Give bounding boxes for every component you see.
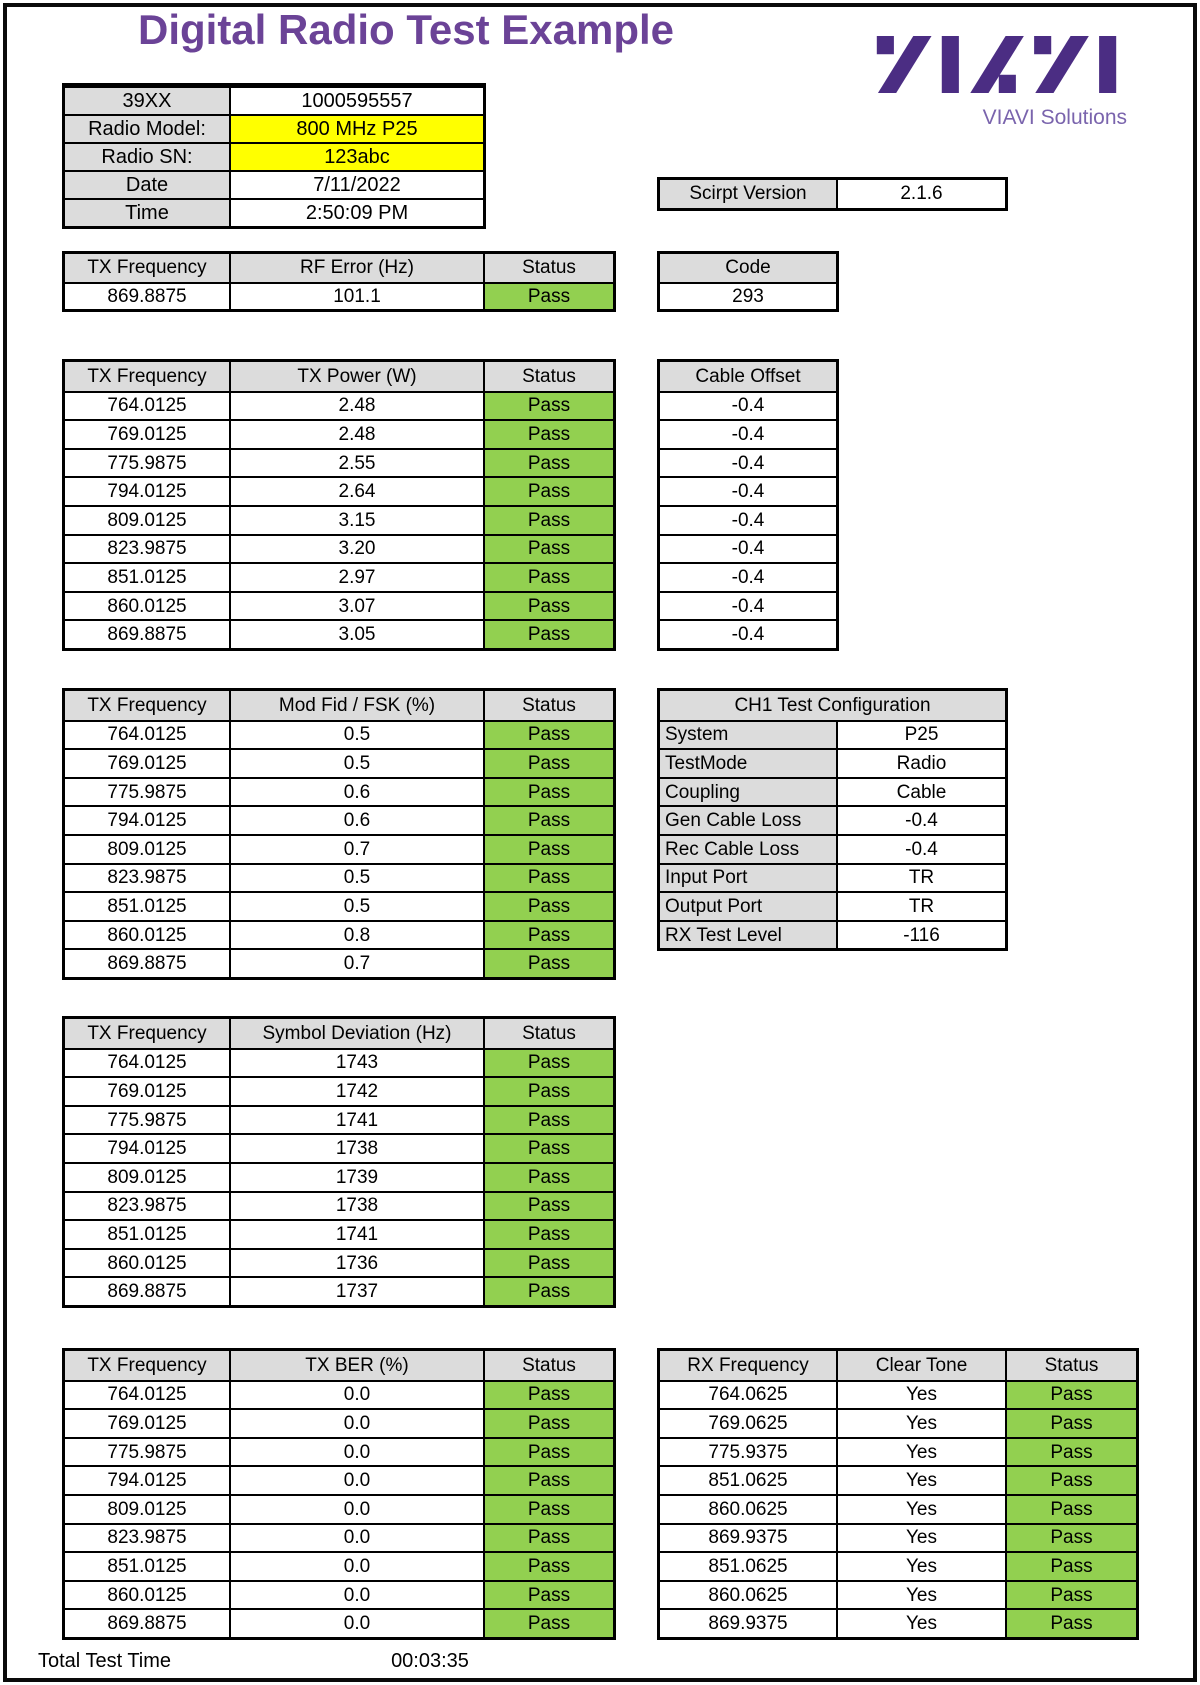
status-cell: Pass bbox=[483, 284, 613, 310]
status-cell: Pass bbox=[483, 807, 613, 834]
col-header-status: Status bbox=[483, 362, 613, 391]
table-title-row bbox=[660, 691, 1005, 720]
status-cell: Pass bbox=[483, 1193, 613, 1220]
rx-frequency-cell: 860.0625 bbox=[708, 1584, 788, 1606]
table-row bbox=[65, 1380, 613, 1409]
table-row bbox=[660, 419, 836, 448]
tx-power-table bbox=[62, 359, 616, 651]
info-label-cell: 39XX bbox=[65, 88, 229, 114]
table-row bbox=[660, 391, 836, 420]
tx-frequency-cell: 860.0125 bbox=[107, 1584, 187, 1606]
info-row bbox=[65, 114, 483, 142]
status-cell: Pass bbox=[483, 593, 613, 620]
table-row bbox=[65, 562, 613, 591]
tx-frequency-cell: 823.9875 bbox=[107, 1195, 187, 1217]
rx-frequency-cell: 851.0625 bbox=[708, 1470, 788, 1492]
status-cell: Pass bbox=[483, 779, 613, 806]
clear-tone-cell: Yes bbox=[836, 1382, 1005, 1409]
table-row bbox=[65, 920, 613, 949]
status-cell: Pass bbox=[483, 1553, 613, 1580]
table-row bbox=[65, 748, 613, 777]
config-row bbox=[660, 863, 1005, 892]
script-version-value: 2.1.6 bbox=[836, 180, 1005, 208]
table-row bbox=[660, 476, 836, 505]
config-row bbox=[660, 834, 1005, 863]
status-cell: Pass bbox=[1005, 1382, 1136, 1409]
tx-frequency-cell: 794.0125 bbox=[107, 1470, 187, 1492]
tx-ber-cell: 0.0 bbox=[229, 1410, 483, 1437]
config-value-cell: Radio bbox=[836, 750, 1005, 777]
table-row bbox=[660, 1551, 1136, 1580]
config-label-cell: TestMode bbox=[660, 750, 836, 777]
tx-frequency-cell: 809.0125 bbox=[107, 1498, 187, 1520]
config-value-cell: P25 bbox=[836, 722, 1005, 749]
col-header-status: Status bbox=[483, 691, 613, 720]
tx-ber-cell: 0.0 bbox=[229, 1496, 483, 1523]
table-row bbox=[65, 720, 613, 749]
viavi-solutions-text: VIAVI Solutions bbox=[982, 106, 1127, 129]
col-header-status: Status bbox=[1005, 1351, 1136, 1380]
tx-frequency-cell: 794.0125 bbox=[107, 1138, 187, 1160]
tx-ber-cell: 0.0 bbox=[229, 1610, 483, 1637]
status-cell: Pass bbox=[483, 393, 613, 420]
cable-offset-cell: -0.4 bbox=[731, 566, 765, 588]
col-header-rf-error: RF Error (Hz) bbox=[229, 254, 483, 282]
table-row bbox=[65, 591, 613, 620]
table-row bbox=[65, 1608, 613, 1637]
tx-frequency-cell: 860.0125 bbox=[107, 595, 187, 617]
status-cell: Pass bbox=[483, 750, 613, 777]
cable-offset-cell: -0.4 bbox=[731, 509, 765, 531]
symbol-deviation-table bbox=[62, 1016, 616, 1308]
rf-error-cell: 101.1 bbox=[229, 284, 483, 310]
rf-error-table bbox=[62, 251, 616, 312]
table-row bbox=[65, 1523, 613, 1552]
table-row bbox=[660, 1608, 1136, 1637]
table-row bbox=[65, 505, 613, 534]
config-label-cell: Gen Cable Loss bbox=[660, 807, 836, 834]
status-cell: Pass bbox=[483, 836, 613, 863]
status-cell: Pass bbox=[1005, 1410, 1136, 1437]
viavi-logo bbox=[875, 36, 1127, 130]
table-header-row bbox=[65, 691, 613, 720]
config-row bbox=[660, 920, 1005, 949]
mod-fid-cell: 0.5 bbox=[229, 750, 483, 777]
cable-offset-cell: -0.4 bbox=[731, 395, 765, 417]
mod-fid-cell: 0.6 bbox=[229, 807, 483, 834]
status-cell: Pass bbox=[483, 722, 613, 749]
tx-frequency-cell: 809.0125 bbox=[107, 838, 187, 860]
status-cell: Pass bbox=[483, 1467, 613, 1494]
tx-frequency-cell: 823.9875 bbox=[107, 867, 187, 889]
table-row bbox=[65, 534, 613, 563]
status-cell: Pass bbox=[483, 1135, 613, 1162]
tx-frequency-cell: 809.0125 bbox=[107, 509, 187, 531]
col-header-tx-frequency: TX Frequency bbox=[65, 254, 229, 282]
tx-frequency-cell: 851.0125 bbox=[107, 1223, 187, 1245]
mod-fid-table bbox=[62, 688, 616, 980]
tx-frequency-cell: 764.0125 bbox=[107, 395, 187, 417]
table-header-row bbox=[660, 254, 836, 282]
tx-ber-table bbox=[62, 1348, 616, 1640]
status-cell: Pass bbox=[483, 1164, 613, 1191]
info-value-cell: 800 MHz P25 bbox=[229, 116, 483, 142]
info-row bbox=[65, 86, 483, 114]
total-test-time-value: 00:03:35 bbox=[391, 1650, 469, 1672]
table-row bbox=[65, 805, 613, 834]
table-row bbox=[660, 1494, 1136, 1523]
col-header-rx-frequency: RX Frequency bbox=[660, 1351, 836, 1380]
status-cell: Pass bbox=[483, 1382, 613, 1409]
tx-frequency-cell: 769.0125 bbox=[107, 423, 187, 445]
tx-frequency-cell: 860.0125 bbox=[107, 1252, 187, 1274]
config-label-cell: Input Port bbox=[660, 865, 836, 892]
table-row bbox=[65, 419, 613, 448]
tx-frequency-cell: 869.8875 bbox=[107, 1281, 187, 1303]
status-cell: Pass bbox=[483, 893, 613, 920]
mod-fid-cell: 0.5 bbox=[229, 893, 483, 920]
status-cell: Pass bbox=[483, 450, 613, 477]
script-version-label: Scirpt Version bbox=[660, 180, 836, 208]
table-row bbox=[65, 834, 613, 863]
table-row bbox=[65, 1276, 613, 1305]
col-header-tx-frequency: TX Frequency bbox=[65, 362, 229, 391]
table-row bbox=[660, 562, 836, 591]
tx-frequency-cell: 775.9875 bbox=[107, 1441, 187, 1463]
cable-offset-cell: -0.4 bbox=[731, 538, 765, 560]
info-label-cell: Date bbox=[65, 172, 229, 198]
col-header-tx-power: TX Power (W) bbox=[229, 362, 483, 391]
status-cell: Pass bbox=[1005, 1582, 1136, 1609]
status-cell: Pass bbox=[1005, 1439, 1136, 1466]
status-cell: Pass bbox=[483, 1439, 613, 1466]
table-header-row bbox=[660, 362, 836, 391]
status-cell: Pass bbox=[483, 1050, 613, 1077]
tx-ber-cell: 0.0 bbox=[229, 1525, 483, 1552]
cable-offset-cell: -0.4 bbox=[731, 423, 765, 445]
tx-frequency-cell: 769.0125 bbox=[107, 752, 187, 774]
clear-tone-cell: Yes bbox=[836, 1467, 1005, 1494]
tx-frequency-cell: 809.0125 bbox=[107, 1166, 187, 1188]
table-row bbox=[660, 1523, 1136, 1552]
config-row bbox=[660, 720, 1005, 749]
config-row bbox=[660, 777, 1005, 806]
col-header-tx-frequency: TX Frequency bbox=[65, 691, 229, 720]
col-header-tx-frequency: TX Frequency bbox=[65, 1019, 229, 1048]
tx-frequency-cell: 775.9875 bbox=[107, 452, 187, 474]
table-header-row bbox=[65, 254, 613, 282]
status-cell: Pass bbox=[483, 1278, 613, 1305]
table-row bbox=[660, 534, 836, 563]
symbol-deviation-cell: 1736 bbox=[229, 1250, 483, 1277]
table-row bbox=[660, 505, 836, 534]
info-label-cell: Radio Model: bbox=[65, 116, 229, 142]
table-row bbox=[65, 1408, 613, 1437]
tx-frequency-cell: 794.0125 bbox=[107, 481, 187, 503]
col-header-status: Status bbox=[483, 1019, 613, 1048]
mod-fid-cell: 0.7 bbox=[229, 836, 483, 863]
config-value-cell: -0.4 bbox=[836, 836, 1005, 863]
clear-tone-cell: Yes bbox=[836, 1553, 1005, 1580]
cable-offset-cell: -0.4 bbox=[731, 452, 765, 474]
status-cell: Pass bbox=[483, 1525, 613, 1552]
col-header-code: Code bbox=[660, 254, 836, 282]
table-row bbox=[65, 1191, 613, 1220]
cable-offset-cell: -0.4 bbox=[731, 595, 765, 617]
tx-frequency-cell: 769.0125 bbox=[107, 1080, 187, 1102]
tx-power-cell: 2.97 bbox=[229, 564, 483, 591]
config-label-cell: Coupling bbox=[660, 779, 836, 806]
table-row bbox=[660, 619, 836, 648]
info-row bbox=[65, 170, 483, 198]
mod-fid-cell: 0.7 bbox=[229, 950, 483, 977]
status-cell: Pass bbox=[483, 507, 613, 534]
rx-frequency-cell: 869.9375 bbox=[708, 1613, 788, 1635]
config-label-cell: System bbox=[660, 722, 836, 749]
code-table bbox=[657, 251, 839, 312]
table-row bbox=[660, 1437, 1136, 1466]
tx-power-cell: 2.55 bbox=[229, 450, 483, 477]
clear-tone-cell: Yes bbox=[836, 1496, 1005, 1523]
table-row bbox=[660, 282, 836, 310]
config-label-cell: Output Port bbox=[660, 893, 836, 920]
status-cell: Pass bbox=[1005, 1496, 1136, 1523]
col-header-symbol-deviation: Symbol Deviation (Hz) bbox=[229, 1019, 483, 1048]
script-version-table bbox=[657, 177, 1008, 211]
table-row bbox=[660, 448, 836, 477]
tx-frequency-cell: 860.0125 bbox=[107, 924, 187, 946]
tx-frequency-cell: 764.0125 bbox=[107, 724, 187, 746]
status-cell: Pass bbox=[483, 1221, 613, 1248]
config-value-cell: -0.4 bbox=[836, 807, 1005, 834]
table-row bbox=[65, 777, 613, 806]
rx-frequency-cell: 851.0625 bbox=[708, 1555, 788, 1577]
symbol-deviation-cell: 1738 bbox=[229, 1135, 483, 1162]
tx-frequency-cell: 823.9875 bbox=[107, 1527, 187, 1549]
tx-frequency-cell: 851.0125 bbox=[107, 1555, 187, 1577]
mod-fid-cell: 0.6 bbox=[229, 779, 483, 806]
table-row bbox=[65, 863, 613, 892]
clear-tone-cell: Yes bbox=[836, 1410, 1005, 1437]
table-row bbox=[65, 1551, 613, 1580]
tx-ber-cell: 0.0 bbox=[229, 1467, 483, 1494]
symbol-deviation-cell: 1737 bbox=[229, 1278, 483, 1305]
ch1-test-configuration-table bbox=[657, 688, 1008, 951]
status-cell: Pass bbox=[1005, 1525, 1136, 1552]
table-row bbox=[65, 1494, 613, 1523]
status-cell: Pass bbox=[483, 1496, 613, 1523]
table-row bbox=[65, 282, 613, 310]
config-row bbox=[660, 748, 1005, 777]
tx-frequency-cell: 764.0125 bbox=[107, 1384, 187, 1406]
tx-frequency-cell: 869.8875 bbox=[107, 953, 187, 975]
table-header-row bbox=[65, 1019, 613, 1048]
tx-power-cell: 3.07 bbox=[229, 593, 483, 620]
col-header-status: Status bbox=[483, 1351, 613, 1380]
cable-offset-cell: -0.4 bbox=[731, 624, 765, 646]
config-row bbox=[660, 891, 1005, 920]
radio-info-table bbox=[62, 83, 486, 229]
status-cell: Pass bbox=[483, 536, 613, 563]
rx-frequency-cell: 769.0625 bbox=[708, 1412, 788, 1434]
tx-power-cell: 2.64 bbox=[229, 478, 483, 505]
tx-frequency-cell: 851.0125 bbox=[107, 566, 187, 588]
rx-clear-tone-table bbox=[657, 1348, 1139, 1640]
config-label-cell: Rec Cable Loss bbox=[660, 836, 836, 863]
table-row bbox=[660, 1465, 1136, 1494]
info-label-cell: Radio SN: bbox=[65, 144, 229, 170]
table-row bbox=[660, 591, 836, 620]
table-header-row bbox=[65, 362, 613, 391]
total-test-time-label: Total Test Time bbox=[38, 1650, 172, 1672]
tx-frequency-cell: 823.9875 bbox=[107, 538, 187, 560]
table-row bbox=[65, 1248, 613, 1277]
tx-frequency-cell: 869.8875 bbox=[107, 1613, 187, 1635]
status-cell: Pass bbox=[483, 1410, 613, 1437]
cable-offset-table bbox=[657, 359, 839, 651]
tx-frequency-cell: 869.8875 bbox=[107, 624, 187, 646]
status-cell: Pass bbox=[483, 950, 613, 977]
info-row bbox=[65, 198, 483, 226]
info-row bbox=[65, 142, 483, 170]
status-cell: Pass bbox=[483, 1250, 613, 1277]
tx-power-cell: 2.48 bbox=[229, 421, 483, 448]
tx-ber-cell: 0.0 bbox=[229, 1553, 483, 1580]
status-cell: Pass bbox=[1005, 1467, 1136, 1494]
mod-fid-cell: 0.8 bbox=[229, 922, 483, 949]
config-value-cell: TR bbox=[836, 893, 1005, 920]
col-header-cable-offset: Cable Offset bbox=[660, 362, 836, 391]
table-row bbox=[65, 948, 613, 977]
symbol-deviation-cell: 1742 bbox=[229, 1078, 483, 1105]
table-row bbox=[660, 1408, 1136, 1437]
info-value-cell: 7/11/2022 bbox=[229, 172, 483, 198]
page-title: Digital Radio Test Example bbox=[138, 6, 675, 53]
script-version-row bbox=[660, 180, 1005, 208]
info-value-cell: 123abc bbox=[229, 144, 483, 170]
table-row bbox=[65, 391, 613, 420]
status-cell: Pass bbox=[483, 621, 613, 648]
status-cell: Pass bbox=[483, 564, 613, 591]
tx-ber-cell: 0.0 bbox=[229, 1582, 483, 1609]
clear-tone-cell: Yes bbox=[836, 1525, 1005, 1552]
tx-power-cell: 3.05 bbox=[229, 621, 483, 648]
status-cell: Pass bbox=[1005, 1553, 1136, 1580]
rx-frequency-cell: 764.0625 bbox=[708, 1384, 788, 1406]
clear-tone-cell: Yes bbox=[836, 1439, 1005, 1466]
table-row bbox=[65, 1105, 613, 1134]
config-value-cell: -116 bbox=[836, 922, 1005, 949]
symbol-deviation-cell: 1743 bbox=[229, 1050, 483, 1077]
code-value-cell: 293 bbox=[732, 285, 764, 307]
col-header-mod-fid: Mod Fid / FSK (%) bbox=[229, 691, 483, 720]
symbol-deviation-cell: 1741 bbox=[229, 1107, 483, 1134]
rx-frequency-cell: 860.0625 bbox=[708, 1498, 788, 1520]
tx-frequency-cell: 775.9875 bbox=[107, 1109, 187, 1131]
table-row bbox=[65, 891, 613, 920]
tx-frequency-cell: 775.9875 bbox=[107, 781, 187, 803]
col-header-clear-tone: Clear Tone bbox=[836, 1351, 1005, 1380]
symbol-deviation-cell: 1738 bbox=[229, 1193, 483, 1220]
col-header-tx-frequency: TX Frequency bbox=[65, 1351, 229, 1380]
table-row bbox=[660, 1580, 1136, 1609]
tx-ber-cell: 0.0 bbox=[229, 1439, 483, 1466]
clear-tone-cell: Yes bbox=[836, 1610, 1005, 1637]
clear-tone-cell: Yes bbox=[836, 1582, 1005, 1609]
info-value-cell: 1000595557 bbox=[229, 88, 483, 114]
table-header-row bbox=[65, 1351, 613, 1380]
table-row bbox=[65, 1465, 613, 1494]
status-cell: Pass bbox=[483, 865, 613, 892]
table-row bbox=[65, 448, 613, 477]
table-row bbox=[65, 1162, 613, 1191]
mod-fid-cell: 0.5 bbox=[229, 722, 483, 749]
config-value-cell: Cable bbox=[836, 779, 1005, 806]
config-row bbox=[660, 805, 1005, 834]
symbol-deviation-cell: 1741 bbox=[229, 1221, 483, 1248]
tx-power-cell: 3.15 bbox=[229, 507, 483, 534]
tx-frequency-cell: 851.0125 bbox=[107, 895, 187, 917]
config-value-cell: TR bbox=[836, 865, 1005, 892]
table-row bbox=[65, 1580, 613, 1609]
status-cell: Pass bbox=[483, 1107, 613, 1134]
status-cell: Pass bbox=[483, 1610, 613, 1637]
status-cell: Pass bbox=[1005, 1610, 1136, 1637]
status-cell: Pass bbox=[483, 1078, 613, 1105]
table-row bbox=[65, 1437, 613, 1466]
rx-frequency-cell: 869.9375 bbox=[708, 1527, 788, 1549]
info-label-cell: Time bbox=[65, 200, 229, 226]
info-value-cell: 2:50:09 PM bbox=[229, 200, 483, 226]
table-row bbox=[660, 1380, 1136, 1409]
col-header-status: Status bbox=[483, 254, 613, 282]
tx-power-cell: 2.48 bbox=[229, 393, 483, 420]
status-cell: Pass bbox=[483, 1582, 613, 1609]
viavi-wordmark-icon bbox=[875, 36, 1118, 93]
cable-offset-cell: -0.4 bbox=[731, 481, 765, 503]
tx-frequency-cell: 769.0125 bbox=[107, 1412, 187, 1434]
tx-frequency-cell: 869.8875 bbox=[107, 285, 187, 307]
tx-frequency-cell: 764.0125 bbox=[107, 1052, 187, 1074]
mod-fid-cell: 0.5 bbox=[229, 865, 483, 892]
symbol-deviation-cell: 1739 bbox=[229, 1164, 483, 1191]
table-header-row bbox=[660, 1351, 1136, 1380]
table-row bbox=[65, 1133, 613, 1162]
tx-frequency-cell: 794.0125 bbox=[107, 810, 187, 832]
col-header-tx-ber: TX BER (%) bbox=[229, 1351, 483, 1380]
ch1-config-title: CH1 Test Configuration bbox=[660, 691, 1005, 720]
table-row bbox=[65, 1048, 613, 1077]
status-cell: Pass bbox=[483, 478, 613, 505]
table-row bbox=[65, 1076, 613, 1105]
tx-power-cell: 3.20 bbox=[229, 536, 483, 563]
rx-frequency-cell: 775.9375 bbox=[708, 1441, 788, 1463]
table-row bbox=[65, 619, 613, 648]
status-cell: Pass bbox=[483, 421, 613, 448]
table-row bbox=[65, 1219, 613, 1248]
table-row bbox=[65, 476, 613, 505]
tx-ber-cell: 0.0 bbox=[229, 1382, 483, 1409]
status-cell: Pass bbox=[483, 922, 613, 949]
config-label-cell: RX Test Level bbox=[660, 922, 836, 949]
